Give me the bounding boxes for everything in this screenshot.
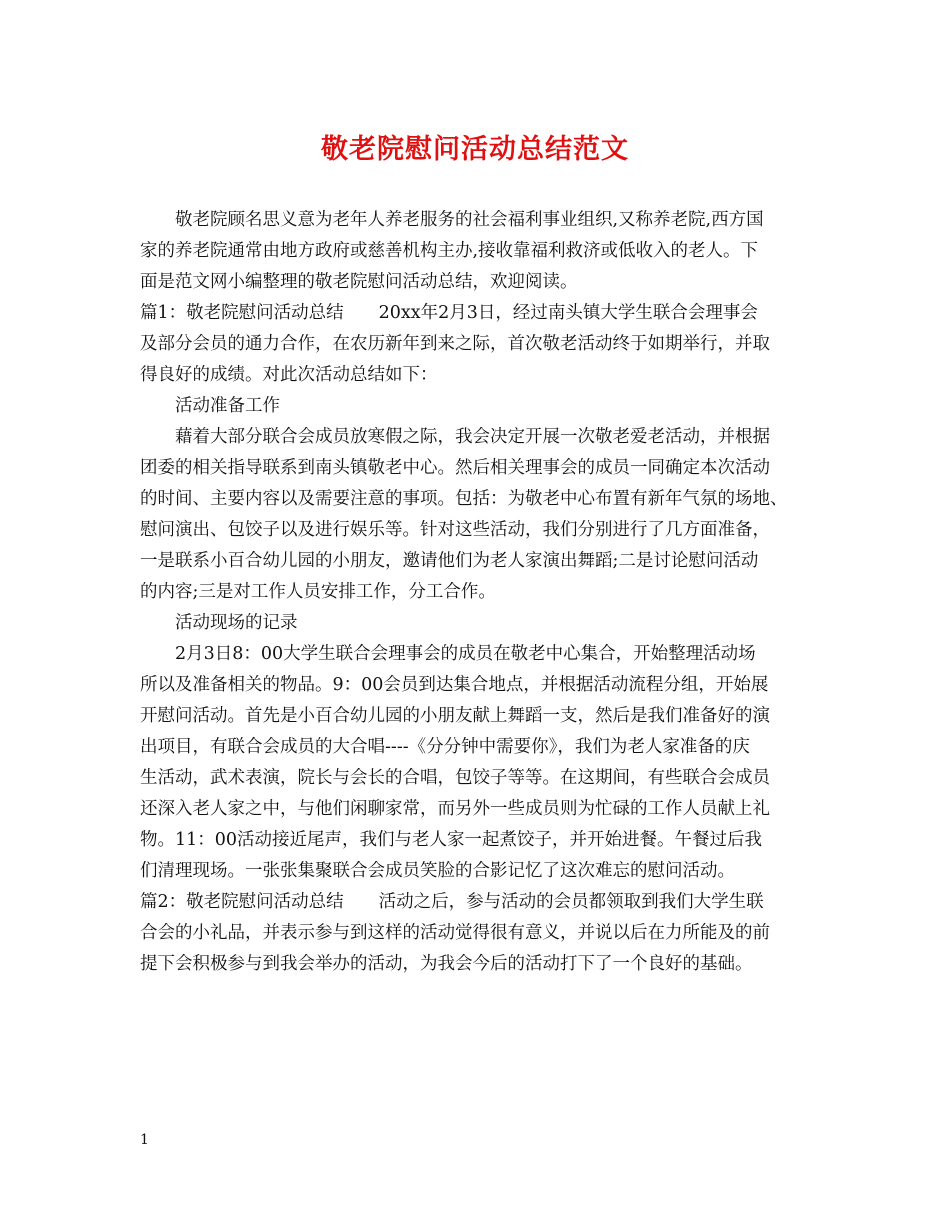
text-line: 一是联系小百合幼儿园的小朋友，邀请他们为老人家演出舞蹈;二是讨论慰问活动: [140, 551, 759, 571]
text-line: 的内容;三是对工作人员安排工作，分工合作。: [140, 582, 496, 602]
page-number: 1: [140, 1132, 149, 1148]
text-line: 团委的相关指导联系到南头镇敬老中心。然后相关理事会的成员一同确定本次活动: [140, 458, 770, 478]
text-line: 开慰问活动。首先是小百合幼儿园的小朋友献上舞蹈一支，然后是我们准备好的演: [140, 706, 770, 726]
text-line: 出项目，有联合会成员的大合唱----《分分钟中需要你》，我们为老人家准备的庆: [140, 737, 750, 757]
text-line: 得良好的成绩。对此次活动总结如下：: [140, 365, 438, 385]
text-line: 篇1：敬老院慰问活动总结 20xx年2月3日，经过南头镇大学生联合会理事会: [140, 303, 758, 323]
text-line: 家的养老院通常由地方政府或慈善机构主办,接收靠福利救济或低收入的老人。下: [140, 241, 759, 261]
text-line: 们清理现场。一张张集聚联合会成员笑脸的合影记忆了这次难忘的慰问活动。: [140, 861, 735, 881]
text-line: 所以及准备相关的物品。9：00会员到达集合地点，并根据活动流程分组，开始展: [140, 675, 769, 695]
text-line: 合会的小礼品，并表示参与到这样的活动觉得很有意义，并说以后在力所能及的前: [140, 923, 770, 943]
text-line: 活动准备工作: [175, 396, 280, 416]
document-title: 敬老院慰问活动总结范文: [321, 134, 629, 165]
text-line: 物。11：00活动接近尾声，我们与老人家一起煮饺子，并开始进餐。午餐过后我: [140, 830, 763, 850]
text-line: 的时间、主要内容以及需要注意的事项。包括：为敬老中心布置有新年气氛的场地、: [140, 489, 788, 509]
text-line: 敬老院顾名思义意为老年人养老服务的社会福利事业组织,又称养老院,西方国: [175, 210, 764, 230]
text-line: 提下会积极参与到我会举办的活动，为我会今后的活动打下了一个良好的基础。: [140, 954, 753, 974]
text-line: 生活动，武术表演，院长与会长的合唱，包饺子等等。在这期间，有些联合会成员: [140, 768, 770, 788]
text-line: 还深入老人家之中，与他们闲聊家常，而另外一些成员则为忙碌的工作人员献上礼: [140, 799, 770, 819]
text-line: 活动现场的记录: [175, 613, 298, 633]
text-line: 藉着大部分联合会成员放寒假之际，我会决定开展一次敬老爱老活动，并根据: [175, 427, 770, 447]
text-line: 慰问演出、包饺子以及进行娱乐等。针对这些活动，我们分别进行了几方面准备，: [140, 520, 770, 540]
document-body: [140, 205, 816, 980]
text-line: 篇2：敬老院慰问活动总结 活动之后，参与活动的会员都领取到我们大学生联: [140, 892, 764, 912]
text-line: 面是范文网小编整理的敬老院慰问活动总结，欢迎阅读。: [140, 272, 578, 292]
text-line: 2月3日8：00大学生联合会理事会的成员在敬老中心集合，开始整理活动场: [175, 644, 756, 664]
text-line: 及部分会员的通力合作，在农历新年到来之际，首次敬老活动终于如期举行，并取: [140, 334, 770, 354]
